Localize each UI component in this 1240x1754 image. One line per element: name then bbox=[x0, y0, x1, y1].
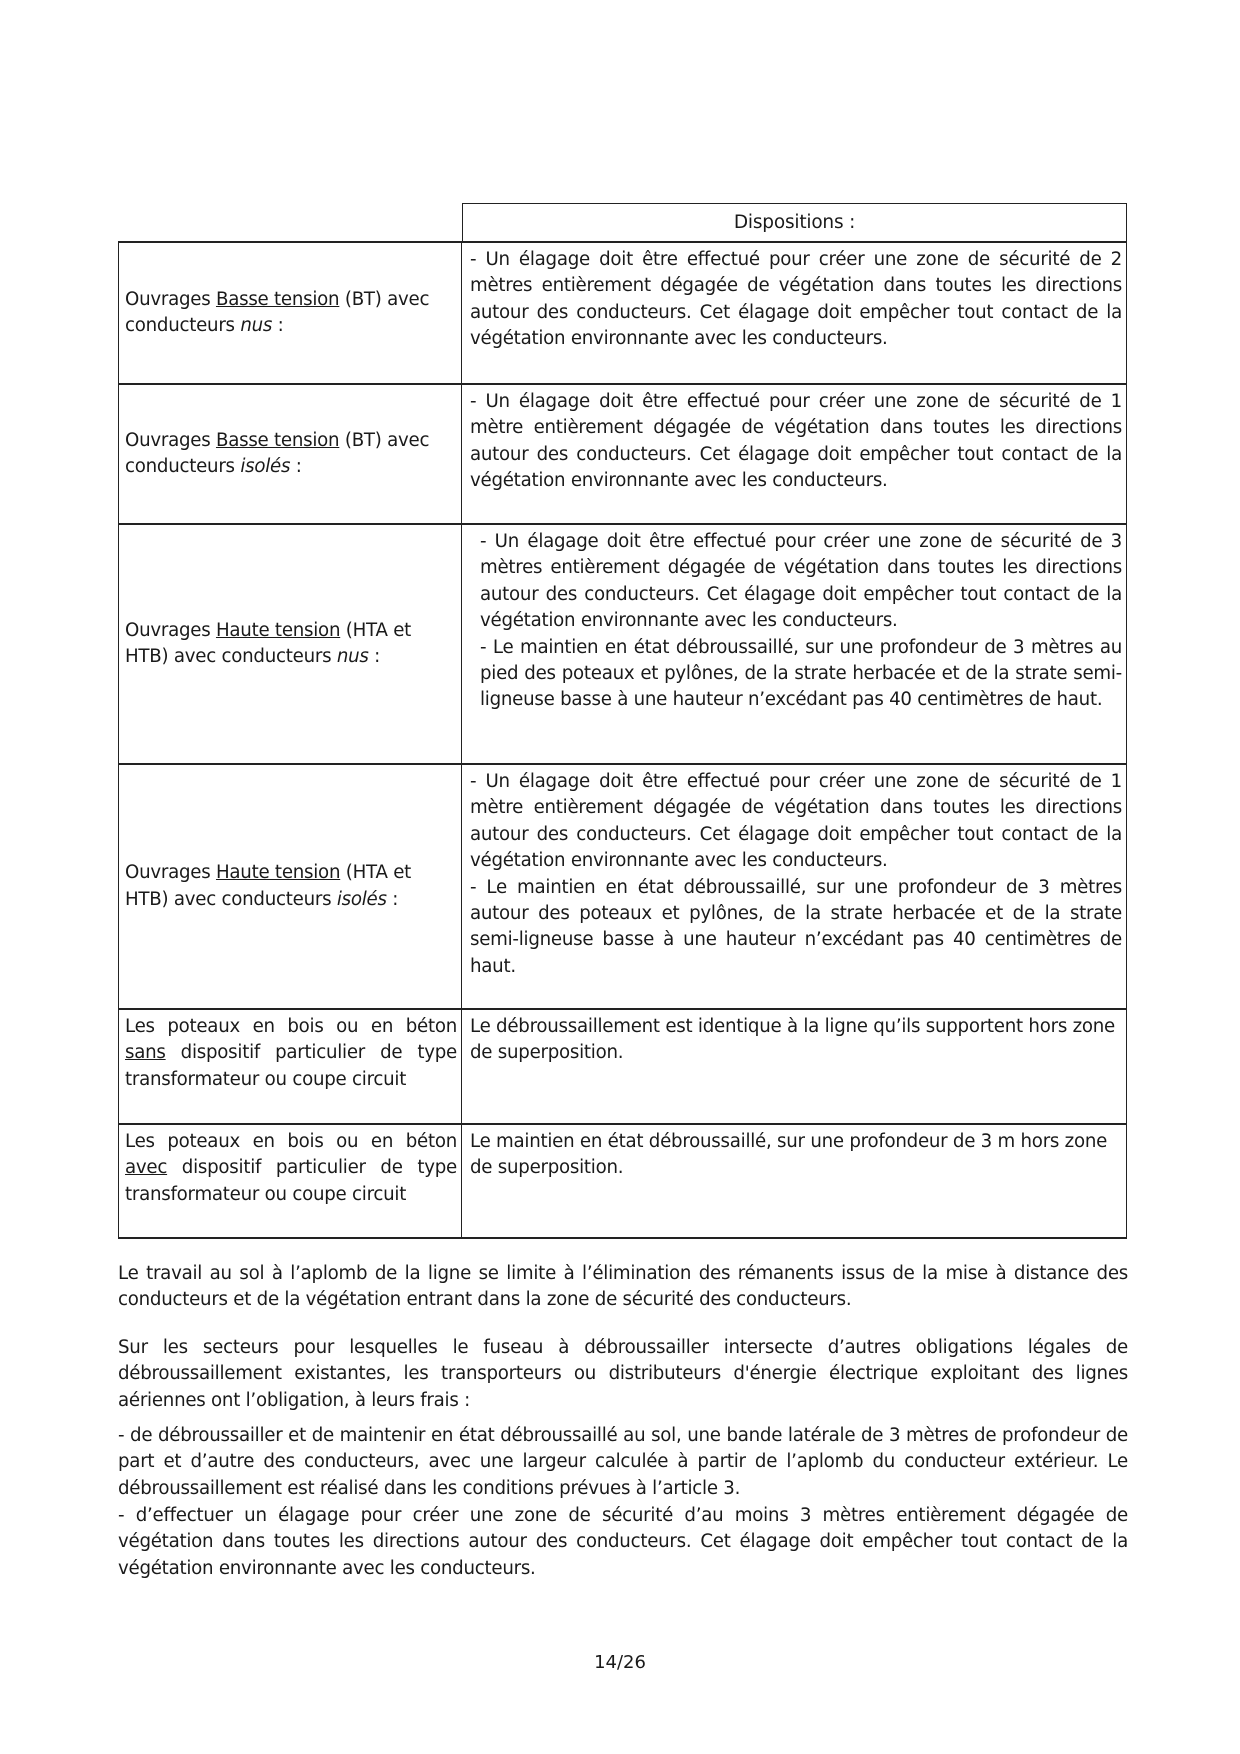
label-text: dispositif particulier de type transformateur ou coupe circuit bbox=[125, 1042, 457, 1090]
body-paragraph-obligations: Sur les secteurs pour lesquelles le fuseau à débroussailler intersecte d’autres obligations légales de débroussaillement existantes, les transporteurs ou distributeurs d'énergie électrique exploitant des lignes aériennes ont l’obligation, à leurs frais : bbox=[118, 1337, 1128, 1411]
label-underlined: Haute tension bbox=[215, 862, 341, 884]
table-row bbox=[118, 765, 1127, 1010]
disposition-paragraph: Le débroussaillement est identique à la ligne qu’ils supportent hors zone de superposition. bbox=[470, 1016, 1115, 1064]
row-label bbox=[118, 1010, 462, 1123]
label-italic: isolés bbox=[240, 456, 291, 477]
label-italic: nus bbox=[336, 646, 369, 667]
table-row bbox=[118, 1125, 1127, 1239]
disposition-paragraph: Le maintien en état débroussaillé, sur une profondeur de 3 m hors zone de superposition. bbox=[470, 1131, 1108, 1179]
row-label bbox=[118, 765, 462, 1008]
label-text: Ouvrages bbox=[125, 619, 216, 641]
row-label bbox=[118, 385, 462, 523]
label-text: : bbox=[272, 315, 284, 336]
row-label bbox=[118, 1125, 462, 1237]
label-text: : bbox=[290, 456, 302, 477]
label-text: Ouvrages bbox=[125, 862, 216, 884]
label-underlined: Basse tension bbox=[215, 429, 340, 451]
row-disposition bbox=[462, 385, 1127, 523]
label-text: (BT) avec conducteurs bbox=[125, 429, 430, 477]
row-label bbox=[118, 525, 462, 763]
row-disposition bbox=[462, 243, 1127, 383]
table-row bbox=[118, 243, 1127, 385]
disposition-paragraph: - Un élagage doit être effectué pour créer une zone de sécurité de 3 mètres entièrement dégagée de végétation dans toutes les directions autour des conducteurs. Cet élagage doit empêcher tout contact de la végétation environnante avec les conducteurs. bbox=[480, 531, 1122, 632]
label-text: Ouvrages bbox=[125, 429, 216, 451]
row-disposition bbox=[462, 765, 1127, 1008]
body-paragraph-ground-work: Le travail au sol à l’aplomb de la ligne se limite à l’élimination des rémanents issus de la mise à distance des conducteurs et de la végétation entrant dans la zone de sécurité des conducteurs. bbox=[118, 1263, 1128, 1311]
label-italic: isolés bbox=[336, 888, 387, 910]
label-text: Les poteaux en bois ou en béton bbox=[125, 1016, 457, 1037]
disposition-paragraph: - Un élagage doit être effectué pour créer une zone de sécurité de 2 mètres entièrement dégagée de végétation dans toutes les directions autour des conducteurs. Cet élagage doit empêcher tout contact de la végétation environnante avec les conducteurs. bbox=[470, 249, 1122, 350]
table-row bbox=[118, 385, 1127, 525]
table-row bbox=[118, 525, 1127, 765]
row-disposition bbox=[462, 1010, 1127, 1123]
label-underlined: Haute tension bbox=[215, 619, 341, 641]
label-text: (HTA et HTB) avec conducteurs bbox=[125, 619, 412, 667]
disposition-paragraph: - Le maintien en état débroussaillé, sur une profondeur de 3 mètres autour des poteaux et pylônes, de la strate herbacée et de la strate semi-ligneuse basse à une hauteur n’excédant pas 40 centimètres de haut. bbox=[470, 876, 1122, 977]
body-bullet-debroussailler: - de débroussailler et de maintenir en état débroussaillé au sol, une bande latérale de 3 mètres de profondeur de part et d’autre des conducteurs, avec une largeur calculée à partir de l’aplomb du conducteur extérieur. Le débroussaillement est réalisé dans les conditions prévues à l’article 3. bbox=[118, 1425, 1128, 1499]
label-underlined: sans bbox=[125, 1042, 166, 1064]
label-underlined: avec bbox=[125, 1157, 168, 1179]
label-text: Les poteaux en bois ou en béton bbox=[125, 1131, 457, 1152]
label-text: Ouvrages bbox=[125, 288, 216, 310]
disposition-paragraph: - Le maintien en état débroussaillé, sur une profondeur de 3 mètres au pied des poteaux et pylônes, de la strate herbacée et de la strate semi-ligneuse basse à une hauteur n’excédant pas 40 centimètres de haut. bbox=[480, 636, 1122, 711]
table-header-dispositions: Dispositions : bbox=[462, 203, 1127, 241]
row-disposition bbox=[462, 1125, 1127, 1237]
table-row bbox=[118, 1010, 1127, 1125]
label-underlined: Basse tension bbox=[215, 288, 340, 310]
body-bullet-elagage: - d’effectuer un élagage pour créer une zone de sécurité d’au moins 3 mètres entièrement dégagée de végétation dans toutes les directions autour des conducteurs. Cet élagage doit empêcher tout contact de la végétation environnante avec les conducteurs. bbox=[118, 1505, 1128, 1579]
label-text: : bbox=[386, 888, 399, 910]
table-body bbox=[118, 241, 1127, 1239]
page-number: 14/26 bbox=[594, 1652, 646, 1673]
label-italic: nus bbox=[240, 315, 273, 336]
row-label bbox=[118, 243, 462, 383]
disposition-paragraph: - Un élagage doit être effectué pour créer une zone de sécurité de 1 mètre entièrement dégagée de végétation dans toutes les directions autour des conducteurs. Cet élagage doit empêcher tout contact de la végétation environnante avec les conducteurs. bbox=[470, 391, 1122, 492]
disposition-paragraph: - Un élagage doit être effectué pour créer une zone de sécurité de 1 mètre entièrement dégagée de végétation dans toutes les directions autour des conducteurs. Cet élagage doit empêcher tout contact de la végétation environnante avec les conducteurs. bbox=[470, 771, 1122, 872]
label-text: (BT) avec conducteurs bbox=[125, 288, 430, 336]
label-text: dispositif particulier de type transformateur ou coupe circuit bbox=[125, 1157, 457, 1205]
label-text: (HTA et HTB) avec conducteurs bbox=[125, 862, 412, 910]
label-text: : bbox=[368, 646, 381, 667]
row-disposition bbox=[462, 525, 1127, 763]
